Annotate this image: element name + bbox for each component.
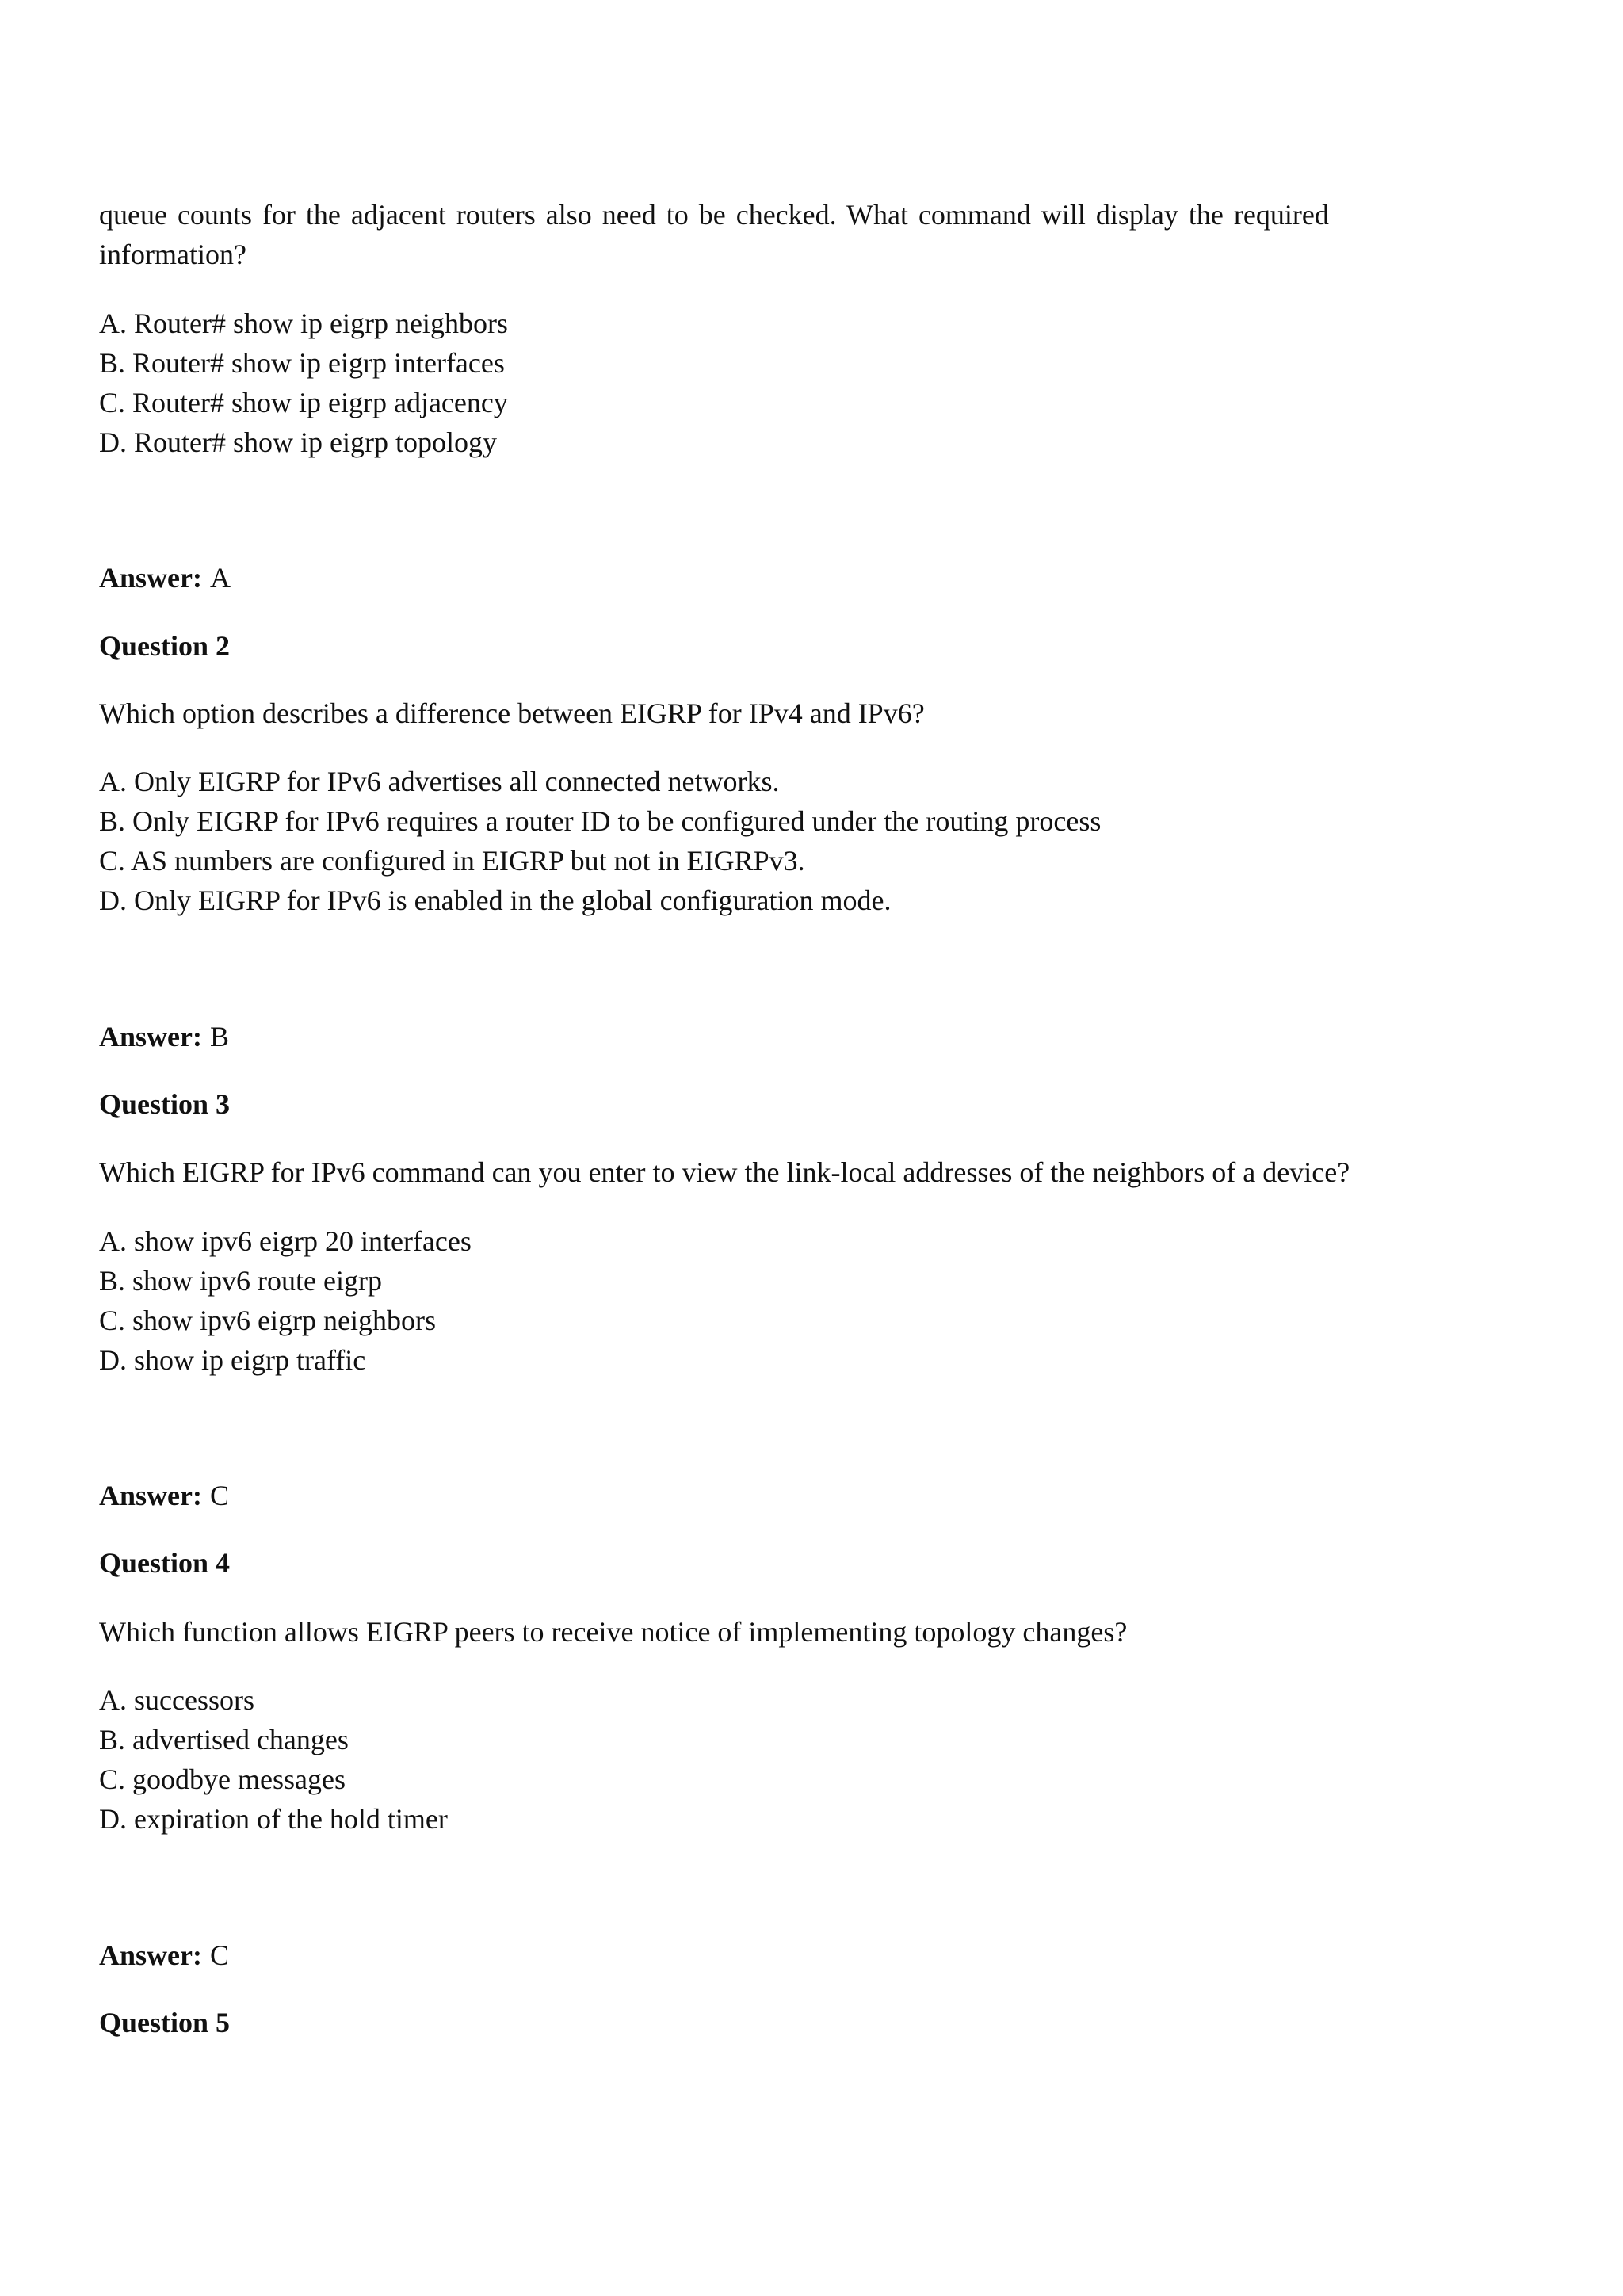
question-text: Which function allows EIGRP peers to receive notice of implementing topology changes? [99, 1616, 1128, 1648]
question-4-title [99, 1543, 1526, 1583]
answer-label: Answer: [99, 1939, 202, 1971]
question-title: Question 3 [99, 1088, 231, 1120]
question-4-options [99, 1680, 1526, 1839]
question-1-answer [99, 558, 1526, 598]
question-1-text [99, 195, 1526, 274]
option-b: B. Only EIGRP for IPv6 requires a router ID to be configured under the routing process [99, 805, 1102, 837]
question-3-answer [99, 1476, 1526, 1515]
option-c: C. AS numbers are configured in EIGRP but not in EIGRPv3. [99, 845, 805, 877]
answer-value: A [209, 562, 231, 594]
option-d: D. Only EIGRP for IPv6 is enabled in the global configuration mode. [99, 884, 892, 916]
option-a: A. Only EIGRP for IPv6 advertises all connected networks. [99, 766, 780, 797]
question-2-answer [99, 1017, 1526, 1056]
option-a: A. Router# show ip eigrp neighbors [99, 308, 508, 339]
option-c: C. show ipv6 eigrp neighbors [99, 1305, 436, 1336]
question-text-line: information? [99, 239, 246, 270]
option-b: B. Router# show ip eigrp interfaces [99, 347, 505, 379]
question-4-text [99, 1612, 1526, 1652]
question-text: Which EIGRP for IPv6 command can you enter to view the link-local addresses of the neighbors of a device? [99, 1156, 1350, 1188]
question-2-title [99, 626, 1526, 666]
option-a: A. successors [99, 1684, 254, 1716]
option-c: C. Router# show ip eigrp adjacency [99, 387, 508, 418]
question-3-options [99, 1221, 1526, 1380]
answer-value: B [209, 1021, 229, 1052]
question-1-options [99, 304, 1526, 462]
question-text: Which option describes a difference between EIGRP for IPv4 and IPv6? [99, 697, 925, 729]
option-d: D. show ip eigrp traffic [99, 1344, 366, 1376]
question-title: Question 2 [99, 630, 231, 662]
question-2-text [99, 693, 1526, 733]
option-b: B. show ipv6 route eigrp [99, 1265, 382, 1297]
question-text-line: queue counts for the adjacent routers also need to be checked. What command will display the required [99, 199, 1329, 231]
question-2-options [99, 762, 1526, 920]
question-title: Question 4 [99, 1547, 231, 1579]
answer-label: Answer: [99, 1480, 202, 1511]
question-5-title [99, 2003, 1526, 2042]
answer-value: C [209, 1939, 229, 1971]
answer-label: Answer: [99, 562, 202, 594]
option-b: B. advertised changes [99, 1724, 349, 1755]
question-3-title [99, 1084, 1526, 1124]
question-1-continuation [99, 195, 1526, 274]
question-title: Question 5 [99, 2007, 231, 2038]
answer-value: C [209, 1480, 229, 1511]
option-c: C. goodbye messages [99, 1763, 346, 1795]
option-d: D. expiration of the hold timer [99, 1803, 448, 1835]
option-a: A. show ipv6 eigrp 20 interfaces [99, 1225, 472, 1257]
option-d: D. Router# show ip eigrp topology [99, 426, 497, 458]
answer-label: Answer: [99, 1021, 202, 1052]
question-3-text [99, 1152, 1526, 1192]
question-4-answer [99, 1935, 1526, 1975]
